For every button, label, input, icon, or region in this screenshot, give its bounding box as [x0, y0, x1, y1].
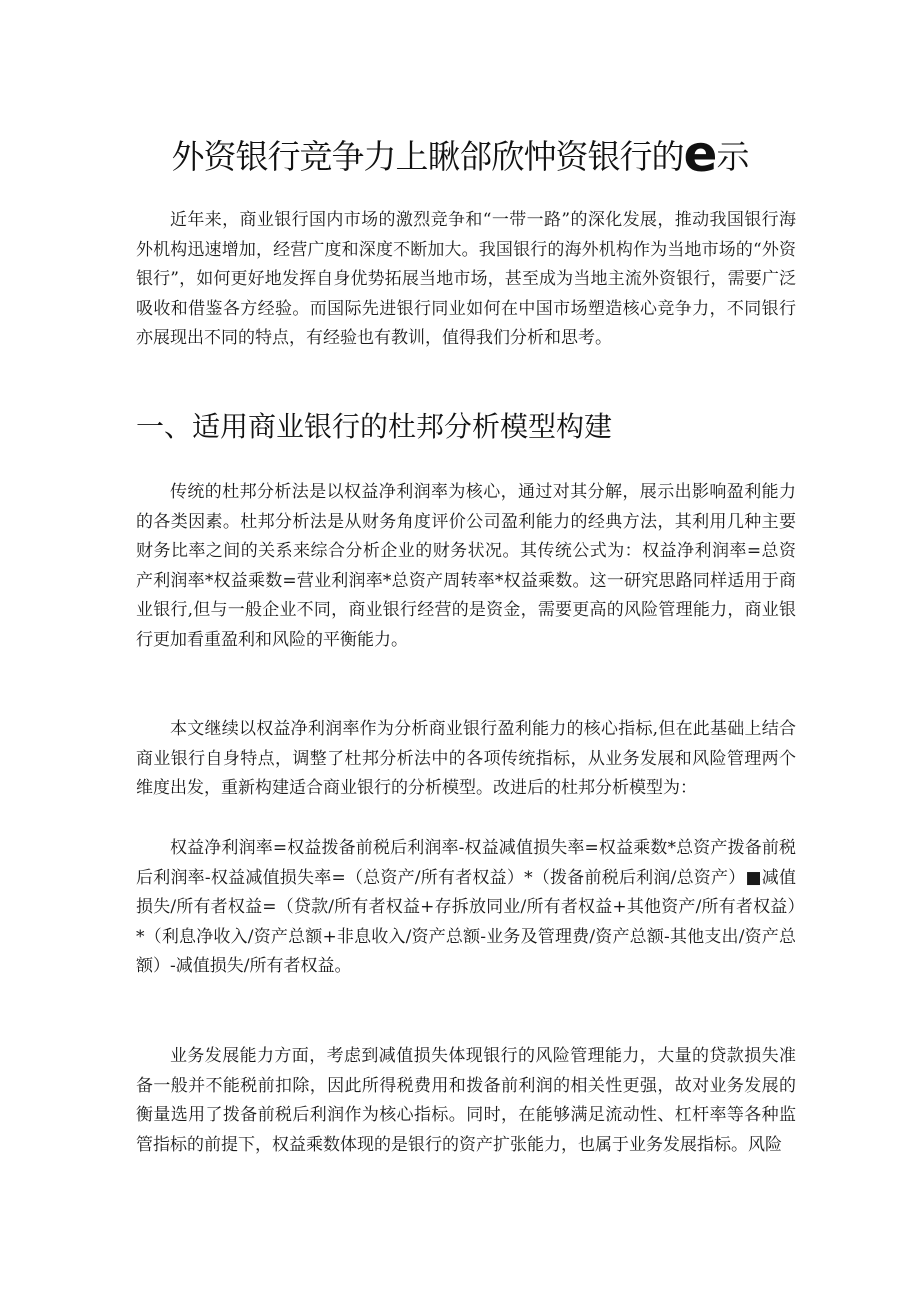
formula-paragraph: 权益净利润率=权益拨备前税后利润率-权益减值损失率=权益乘数*总资产拨备前税后利润率-权益减值损失率=（总资产/所有者权益）*（拨备前税后利润/总资产）■减值损失/所有者权益=（贷款/所有者权益+存拆放同业/所有者权益+其他资产/所有者权益）*（利息净收入/资产总额+非息收入/资产总额-业务及管理费/资产总额-其他支出/资产总额）-减值损失/所有者权益。	[136, 838, 796, 977]
title-large-glyph: e	[683, 125, 717, 183]
body-paragraph-model: 本文继续以权益净利润率作为分析商业银行盈利能力的核心指标,但在此基础上结合商业银行自身特点，调整了杜邦分析法中的各项传统指标，从业务发展和风险管理两个维度出发，重新构建适合商业银行的分析模型。改进后的杜邦分析模型为：	[136, 719, 796, 799]
section-heading: 一、适用商业银行的杜邦分析模型构建	[136, 410, 613, 443]
body-paragraph-dupont: 传统的杜邦分析法是以权益净利润率为核心，通过对其分解，展示出影响盈利能力的各类因素。杜邦分析法是从财务角度评价公司盈利能力的经典方法，其利用几种主要财务比率之间的关系来综合分析企业的财务状况。其传统公式为：权益净利润率=总资产利润率*权益乘数=营业利润率*总资产周转率*权益乘数。这一研究思路同样适用于商业银行,但与一般企业不同，商业银行经营的是资金，需要更高的风险管理能力，商业银行更加看重盈利和风险的平衡能力。	[136, 482, 796, 650]
title-tail: 示	[716, 137, 749, 176]
title-text: 外资银行竞争力上瞅郃欣忡资银行的	[171, 137, 684, 176]
body-paragraph-business: 业务发展能力方面，考虑到减值损失体现银行的风险管理能力，大量的贷款损失准备一般并不能税前扣除，因此所得税费用和拨备前利润的相关性更强，故对业务发展的衡量选用了拨备前税后利润作为核心指标。同时，在能够满足流动性、杠杆率等各种监管指标的前提下，权益乘数体现的是银行的资产扩张能力，也属于业务发展指标。风险	[136, 1046, 796, 1155]
document-title	[100, 125, 820, 183]
intro-paragraph: 近年来，商业银行国内市场的激烈竞争和“一带一路”的深化发展，推动我国银行海外机构迅速增加，经营广度和深度不断加大。我国银行的海外机构作为当地市场的“外资银行”，如何更好地发挥自身优势拓展当地市场，甚至成为当地主流外资银行，需要广泛吸收和借鉴各方经验。而国际先进银行同业如何在中国市场塑造核心竞争力，不同银行亦展现出不同的特点，有经验也有教训，值得我们分析和思考。	[136, 210, 796, 349]
